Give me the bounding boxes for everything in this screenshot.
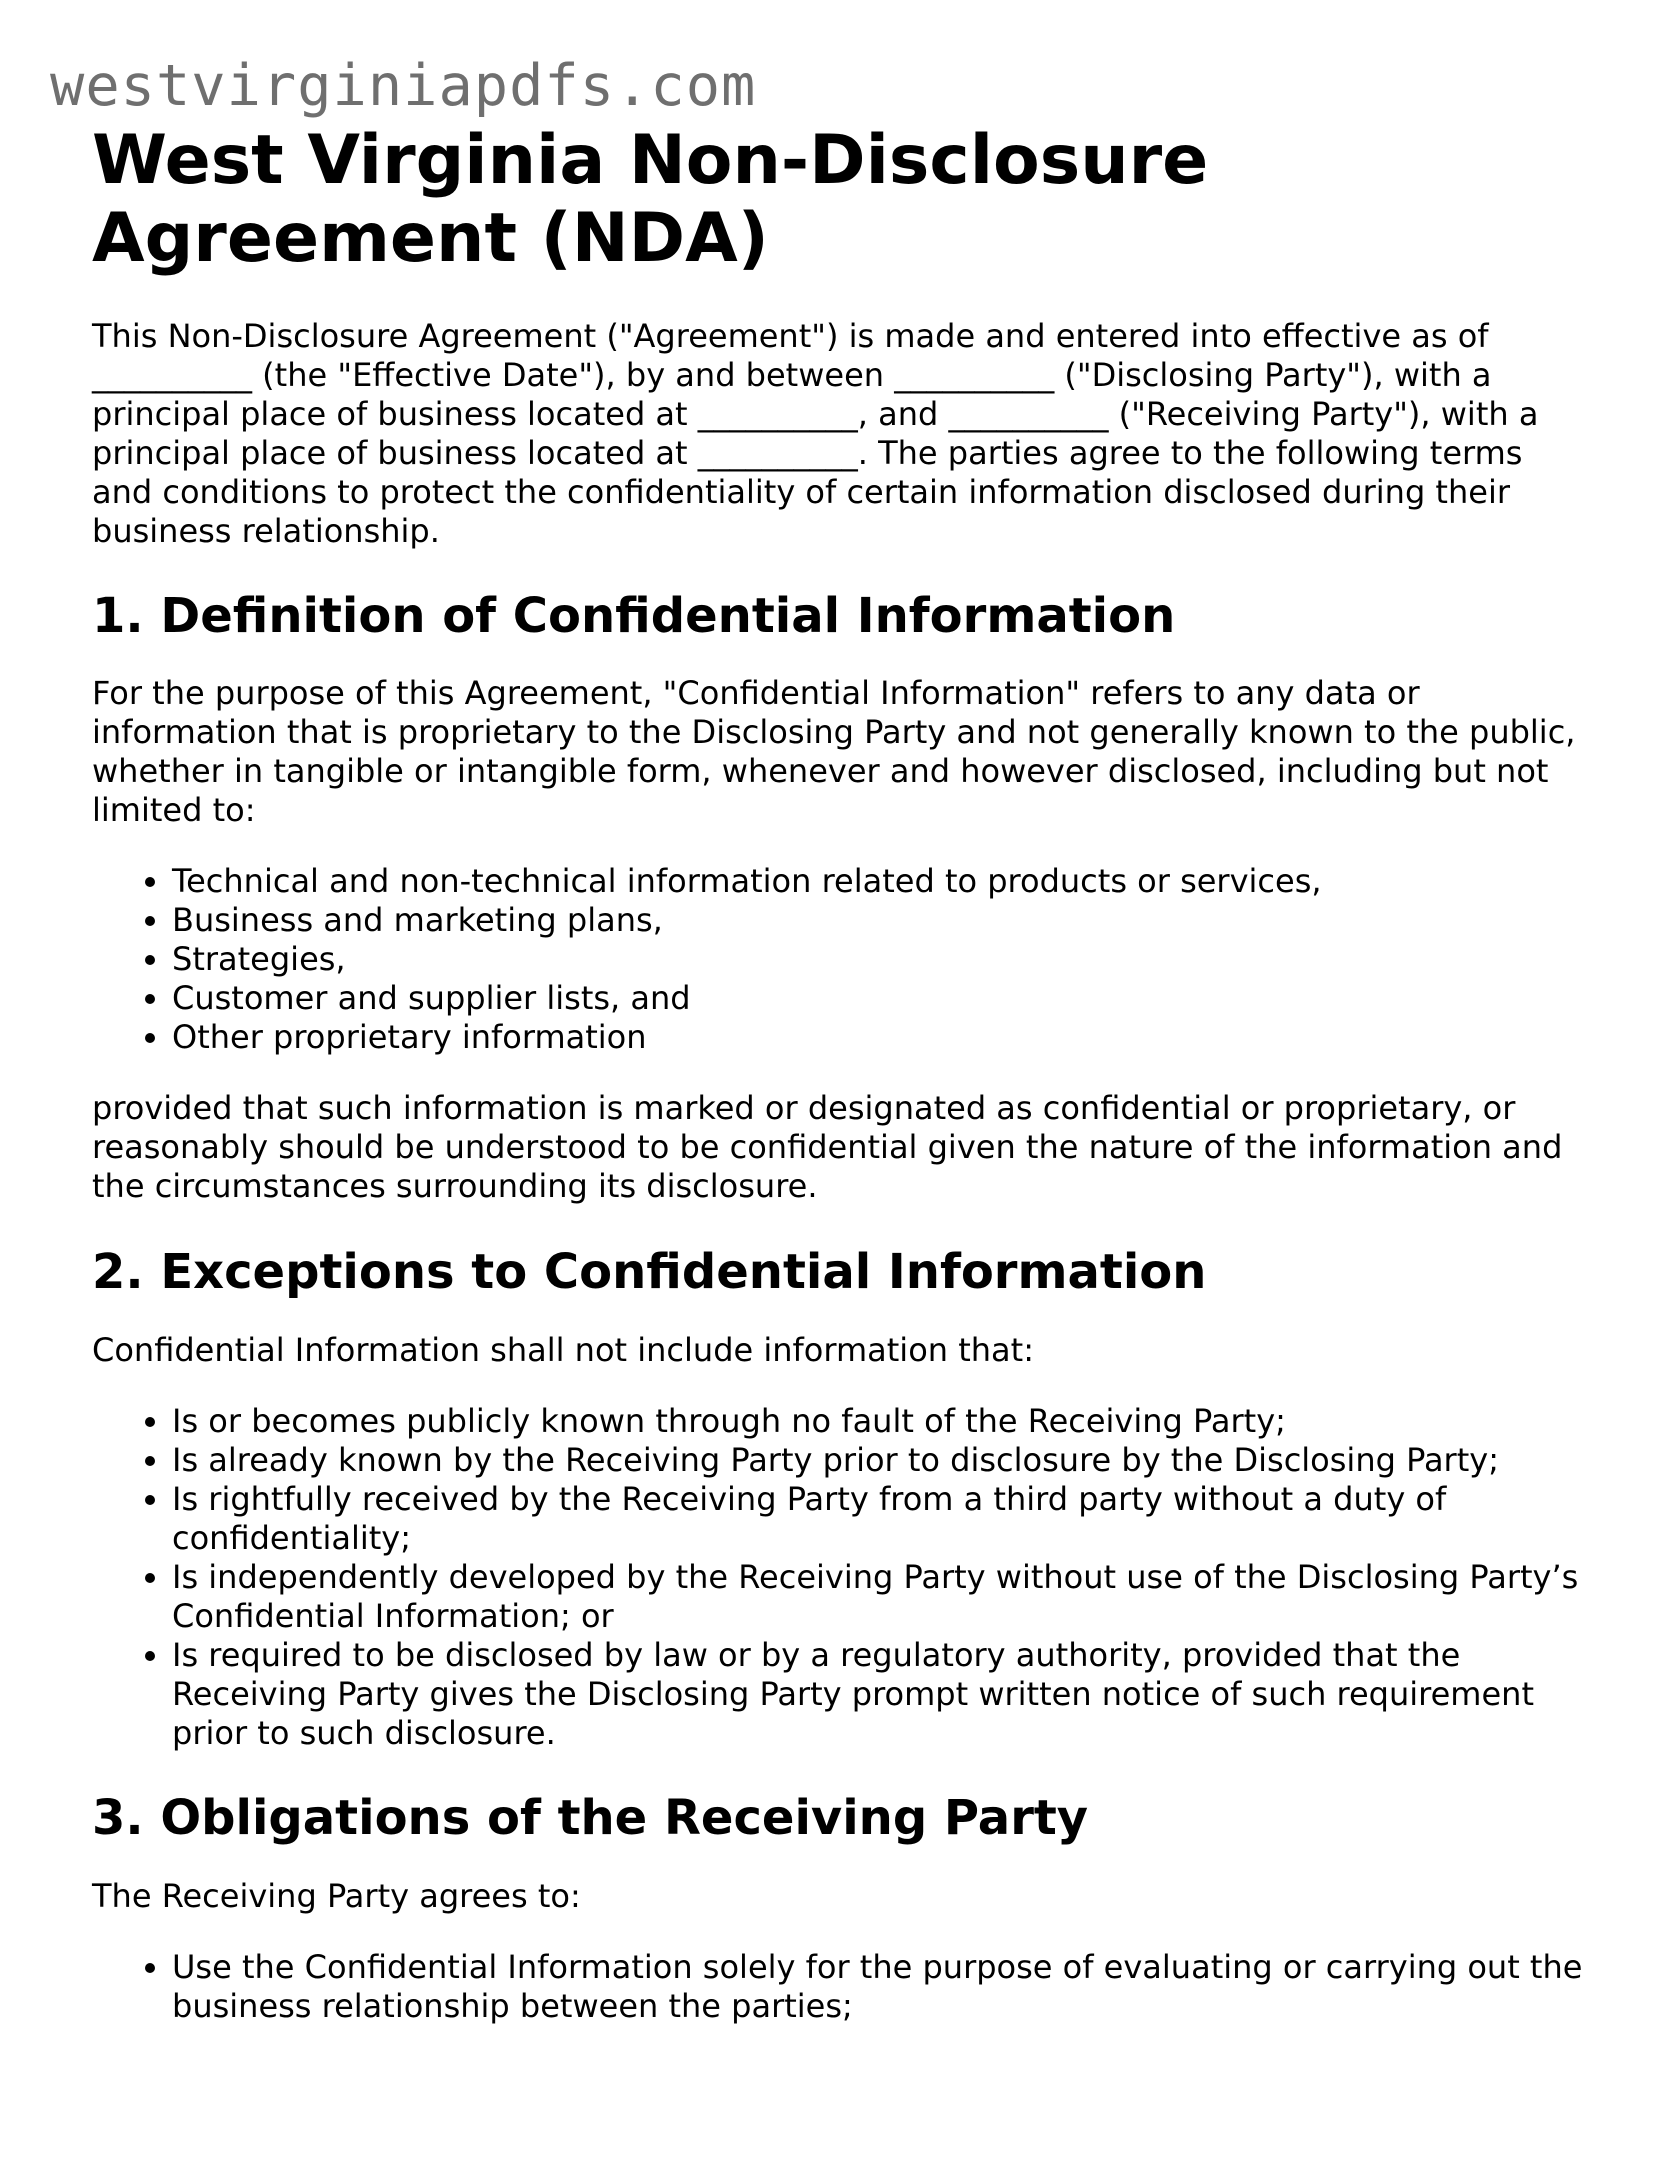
list-item: • Business and marketing plans,: [172, 901, 1592, 940]
list-item: • Is or becomes publicly known through no fault of the Receiving Party;: [172, 1402, 1592, 1441]
section-1-paragraph: For the purpose of this Agreement, "Confidential Information" refers to any data or information that is proprietary to the Disclosing Party and not generally known to the public, whether in tangible or intangible form, whenever and however disclosed, including but not limited to:: [92, 674, 1576, 829]
section-3-paragraph: The Receiving Party agrees to:: [92, 1877, 581, 1915]
list-item: • Technical and non-technical information related to products or services,: [172, 862, 1592, 901]
section-2-heading: 2. Exceptions to Confidential Information: [92, 1244, 1207, 1300]
list-item: • Is required to be disclosed by law or by a regulatory authority, provided that the Receiving Party gives the Disclosing Party prompt written notice of such requirement prior to such disclosure.: [172, 1636, 1592, 1753]
list-item: • Is already known by the Receiving Party prior to disclosure by the Disclosing Party;: [172, 1441, 1592, 1480]
document-title: West Virginia Non-Disclosure Agreement (NDA): [92, 121, 1209, 278]
list-item: • Is rightfully received by the Receiving Party from a third party without a duty of confidentiality;: [172, 1480, 1592, 1558]
section-3-heading: 3. Obligations of the Receiving Party: [92, 1790, 1089, 1846]
intro-paragraph: This Non-Disclosure Agreement ("Agreement") is made and entered into effective as of __________ (the "Effective Date"), by and between __________ ("Disclosing Party"), with a principal place of business located at __________, and __________ ("Receiving Party"), with a principal place of business located at __________. The parties agree to the following terms and conditions to protect the confidentiality of certain information disclosed during their business relationship.: [92, 317, 1539, 550]
list-item: • Other proprietary information: [172, 1018, 1592, 1057]
document-body: [92, 122, 1592, 2026]
list-item: • Customer and supplier lists, and: [172, 979, 1592, 1018]
section-1-heading: 1. Definition of Confidential Information: [92, 588, 1176, 644]
list-item: • Strategies,: [172, 940, 1592, 979]
section-2-paragraph: Confidential Information shall not include information that:: [92, 1331, 1034, 1369]
list-item: • Use the Confidential Information solely for the purpose of evaluating or carrying out the business relationship between the parties;: [172, 1948, 1592, 2026]
site-watermark: westvirginiapdfs.com: [50, 53, 757, 119]
section-2-list: [92, 1402, 1592, 1753]
section-1-list: [92, 862, 1592, 1057]
section-1-closing-paragraph: provided that such information is marked or designated as confidential or proprietary, or reasonably should be understood to be confidential given the nature of the information and the circumstances surrounding its disclosure.: [92, 1089, 1563, 1205]
section-3-list: [92, 1948, 1592, 2026]
list-item: • Is independently developed by the Receiving Party without use of the Disclosing Party’s Confidential Information; or: [172, 1558, 1592, 1636]
